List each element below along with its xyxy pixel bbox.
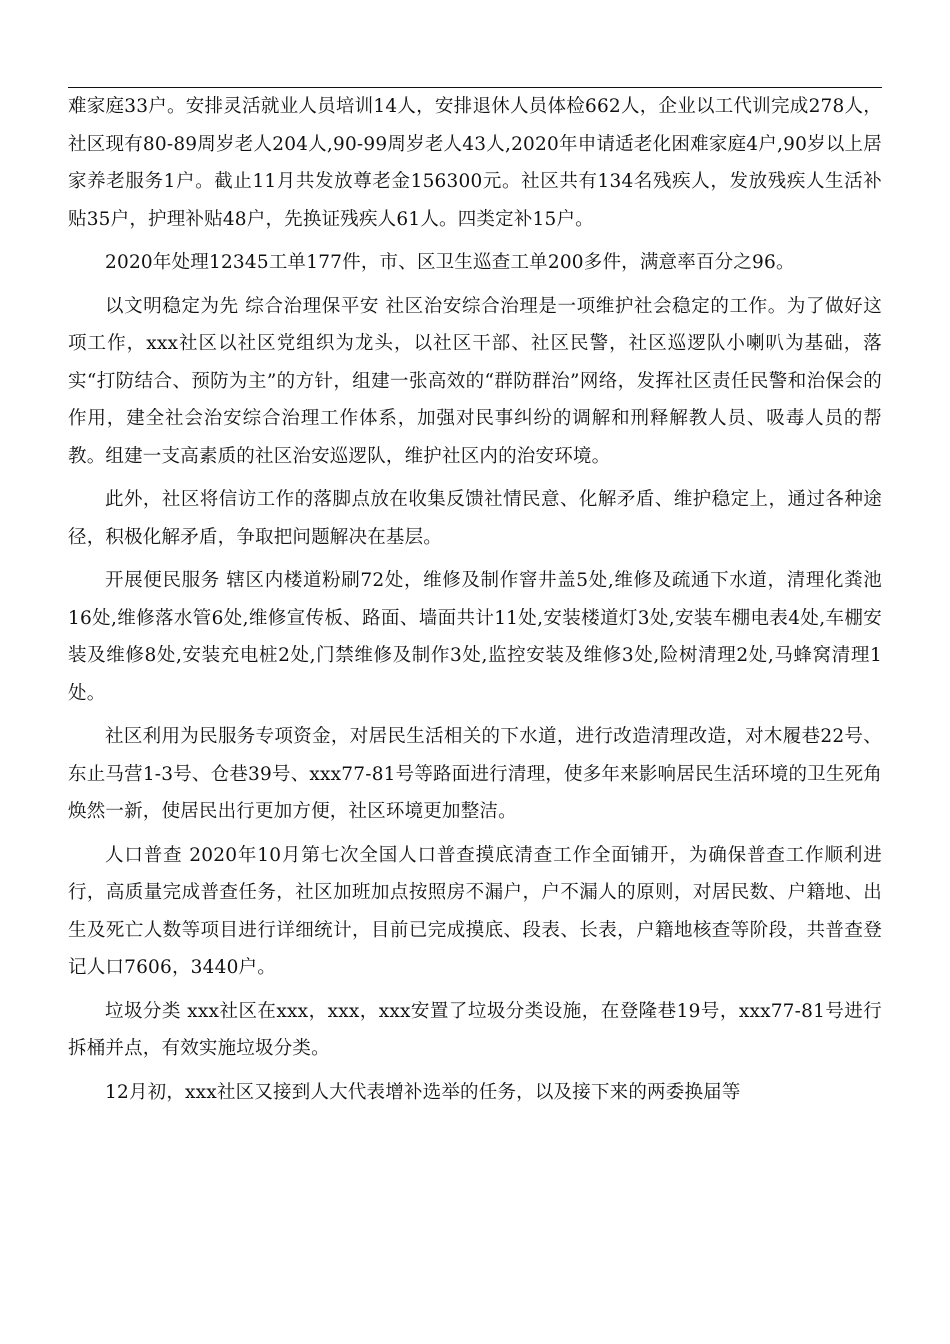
paragraph-4: 此外，社区将信访工作的落脚点放在收集反馈社情民意、化解矛盾、维护稳定上，通过各种途径，积极化解矛盾，争取把问题解决在基层。 xyxy=(68,489,882,548)
paragraph-7: 人口普查 2020年10月第七次全国人口普查摸底清查工作全面铺开，为确保普查工作顺利进行，高质量完成普查任务，社区加班加点按照房不漏户，户不漏人的原则，对居民数、户籍地、出生及死亡人数等项目进行详细统计，目前已完成摸底、段表、长表，户籍地核查等阶段，共普查登记人口7606，3440户。 xyxy=(68,844,882,978)
document-body xyxy=(68,88,882,1117)
paragraph-2: 2020年处理12345工单177件，市、区卫生巡查工单200多件，满意率百分之96。 xyxy=(105,252,795,273)
paragraph-6: 社区利用为民服务专项资金，对居民生活相关的下水道，进行改造清理改造，对木履巷22号、东止马营1-3号、仓巷39号、xxx77-81号等路面进行清理，使多年来影响居民生活环境的卫生死角焕然一新，使居民出行更加方便，社区环境更加整洁。 xyxy=(68,726,882,822)
paragraph-8: 垃圾分类 xxx社区在xxx，xxx，xxx安置了垃圾分类设施，在登隆巷19号，xxx77-81号进行拆桶并点，有效实施垃圾分类。 xyxy=(68,1000,882,1059)
paragraph-5: 开展便民服务 辖区内楼道粉刷72处，维修及制作窨井盖5处,维修及疏通下水道，清理化粪池16处,维修落水管6处,维修宣传板、路面、墙面共计11处,安装楼道灯3处,安装车棚电表4处,车棚安装及维修8处,安装充电桩2处,门禁维修及制作3处,监控安装及维修3处,险树清理2处,马蜂窝清理1处。 xyxy=(68,570,882,704)
paragraph-9: 12月初，xxx社区又接到人大代表增补选举的任务，以及接下来的两委换届等 xyxy=(105,1081,741,1103)
paragraph-1: 难家庭33户。安排灵活就业人员培训14人，安排退休人员体检662人，企业以工代训完成278人，社区现有80-89周岁老人204人,90-99周岁老人43人,2020年申请适老化困难家庭4户,90岁以上居家养老服务1户。截止11月共发放尊老金156300元。社区共有134名残疾人，发放残疾人生活补贴35户，护理补贴48户，先换证残疾人61人。四类定补15户。 xyxy=(68,96,882,230)
paragraph-3: 以文明稳定为先 综合治理保平安 社区治安综合治理是一项维护社会稳定的工作。为了做好这项工作，xxx社区以社区党组织为龙头，以社区干部、社区民警，社区巡逻队小喇叭为基础，落实“打防结合、预防为主”的方针，组建一张高效的“群防群治”网络，发挥社区责任民警和治保会的作用，建全社会治安综合治理工作体系，加强对民事纠纷的调解和刑释解教人员、吸毒人员的帮教。组建一支高素质的社区治安巡逻队，维护社区内的治安环境。 xyxy=(68,295,882,467)
